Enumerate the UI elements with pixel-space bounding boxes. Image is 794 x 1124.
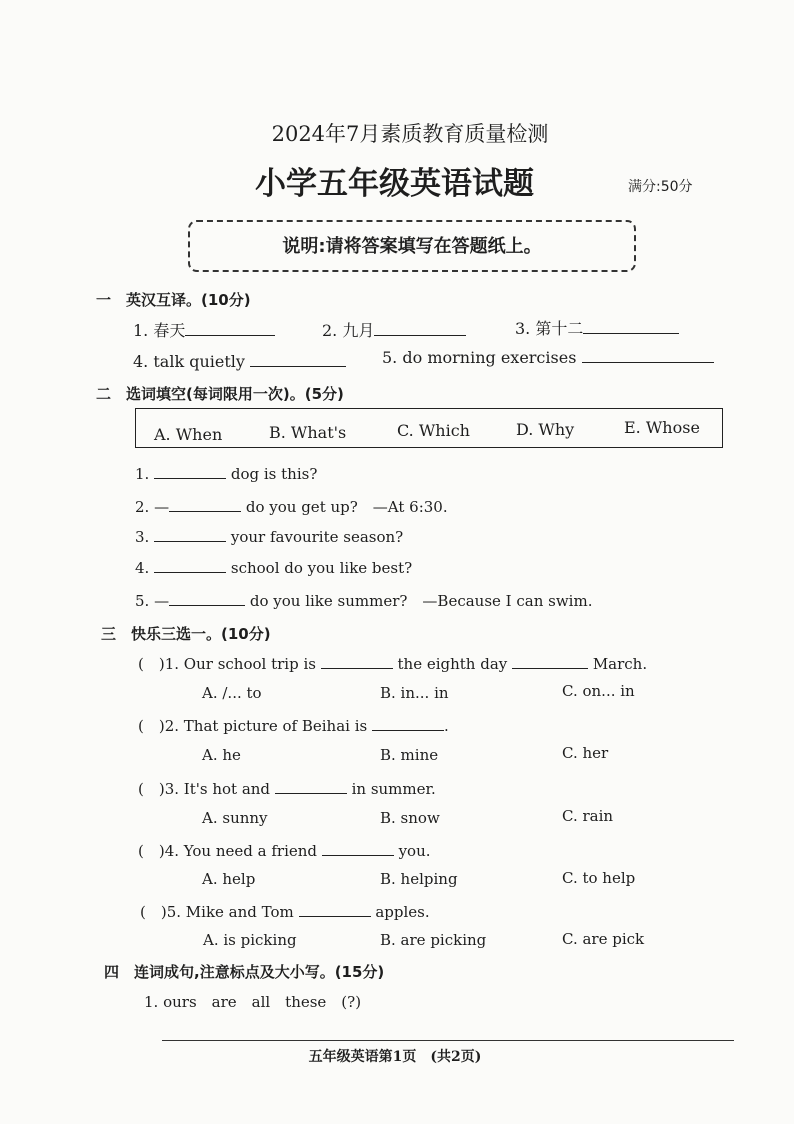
answer-blank[interactable] — [169, 510, 241, 512]
s2-item-3-num: 3. — [135, 528, 150, 546]
instruction-text: 说明:请将答案填写在答题纸上。 — [282, 236, 542, 257]
answer-blank[interactable] — [321, 667, 393, 669]
page-footer: 五年级英语第1页 (共2页) — [308, 1049, 482, 1065]
option-a: A. When — [154, 425, 223, 444]
section1-heading: 一 英汉互译。(10分) — [96, 291, 251, 309]
option-c: C. Which — [397, 421, 470, 440]
answer-bracket[interactable]: ( — [140, 903, 161, 921]
q4-option-c: C. to help — [562, 869, 636, 887]
answer-blank[interactable] — [154, 540, 226, 542]
q5-option-c: C. are pick — [562, 930, 645, 948]
footer-rule — [162, 1040, 734, 1041]
answer-blank[interactable] — [275, 792, 347, 794]
q1-option-c: C. on... in — [562, 682, 635, 700]
answer-bracket[interactable]: ( — [138, 655, 159, 673]
q4 — [138, 840, 431, 861]
s2-item-1-num: 1. — [135, 465, 150, 483]
s1-item-4 — [133, 352, 346, 371]
answer-blank[interactable] — [512, 667, 588, 669]
answer-blank[interactable] — [372, 729, 444, 731]
s1-item-2-label: 2. 九月 — [322, 321, 375, 340]
section4-heading: 四 连词成句,注意标点及大小写。(15分) — [104, 963, 385, 981]
q3-end: in summer. — [351, 780, 436, 798]
answer-blank[interactable] — [299, 915, 371, 917]
s4-item-1: 1. ours are all these (?) — [144, 993, 362, 1011]
full-score: 满分:50分 — [628, 179, 693, 195]
q2-stem: )2. That picture of Beihai is — [158, 717, 368, 735]
q1-option-a: A. /... to — [202, 684, 262, 702]
q1-end: March. — [592, 655, 648, 673]
q2-option-a: A. he — [202, 746, 241, 764]
option-e: E. Whose — [624, 418, 700, 437]
answer-blank[interactable] — [374, 334, 466, 336]
answer-blank[interactable] — [154, 571, 226, 573]
q3-option-b: B. snow — [380, 809, 440, 827]
q4-end: you. — [398, 842, 431, 860]
q1-stem: )1. Our school trip is — [158, 655, 316, 673]
answer-blank[interactable] — [154, 477, 226, 479]
option-b: B. What's — [269, 423, 347, 442]
s2-item-1 — [135, 465, 317, 483]
s2-item-2-num: 2. — — [135, 498, 170, 516]
answer-blank[interactable] — [185, 334, 275, 336]
q2-option-c: C. her — [562, 744, 609, 762]
section3-heading: 三 快乐三选一。(10分) — [101, 625, 271, 643]
q2-option-b: B. mine — [380, 746, 439, 764]
q1 — [138, 653, 647, 674]
s2-item-5-num: 5. — — [135, 592, 170, 610]
s2-item-1-text: dog is this? — [230, 465, 318, 483]
exam-line: 2024年7月素质教育质量检测 — [271, 122, 549, 146]
s2-item-5-text: do you like summer? —Because I can swim. — [249, 592, 593, 610]
s2-item-2-text: do you get up? —At 6:30. — [245, 498, 448, 516]
q3-option-a: A. sunny — [202, 809, 268, 827]
s1-item-1-label: 1. 春天 — [133, 321, 186, 340]
answer-blank[interactable] — [250, 365, 346, 367]
q2-end: . — [444, 717, 449, 735]
q2 — [138, 715, 449, 736]
q5 — [140, 901, 430, 922]
q5-option-b: B. are picking — [380, 931, 487, 949]
s2-item-2 — [135, 496, 448, 517]
page-title: 小学五年级英语试题 — [255, 166, 534, 202]
q4-stem: )4. You need a friend — [158, 842, 318, 860]
s1-item-4-label: 4. talk quietly — [133, 352, 245, 371]
q5-stem: )5. Mike and Tom — [160, 903, 294, 921]
s1-item-3-label: 3. 第十二 — [515, 319, 584, 338]
s1-item-3 — [515, 316, 679, 339]
answer-blank[interactable] — [169, 604, 245, 606]
q4-option-b: B. helping — [380, 870, 458, 888]
s2-item-5 — [135, 590, 592, 611]
answer-bracket[interactable]: ( — [138, 717, 159, 735]
s1-item-2 — [322, 318, 466, 341]
s1-item-5 — [382, 348, 714, 367]
q4-option-a: A. help — [202, 870, 256, 888]
answer-bracket[interactable]: ( — [138, 780, 159, 798]
s2-item-4 — [135, 559, 412, 577]
q5-option-a: A. is picking — [203, 931, 297, 949]
s1-item-1 — [133, 318, 275, 341]
q1-mid: the eighth day — [397, 655, 508, 673]
q3-option-c: C. rain — [562, 807, 614, 825]
s2-item-4-num: 4. — [135, 559, 150, 577]
answer-blank[interactable] — [583, 332, 679, 334]
option-d: D. Why — [516, 420, 575, 439]
q1-option-b: B. in... in — [380, 684, 449, 702]
s2-item-3 — [135, 528, 403, 546]
s2-item-4-text: school do you like best? — [230, 559, 413, 577]
s2-item-3-text: your favourite season? — [230, 528, 404, 546]
q3 — [138, 778, 436, 799]
answer-bracket[interactable]: ( — [138, 842, 159, 860]
s1-item-5-label: 5. do morning exercises — [382, 348, 577, 367]
answer-blank[interactable] — [582, 361, 714, 363]
answer-blank[interactable] — [322, 854, 394, 856]
q5-end: apples. — [375, 903, 430, 921]
q3-stem: )3. It's hot and — [158, 780, 271, 798]
section2-heading: 二 选词填空(每词限用一次)。(5分) — [96, 385, 344, 403]
